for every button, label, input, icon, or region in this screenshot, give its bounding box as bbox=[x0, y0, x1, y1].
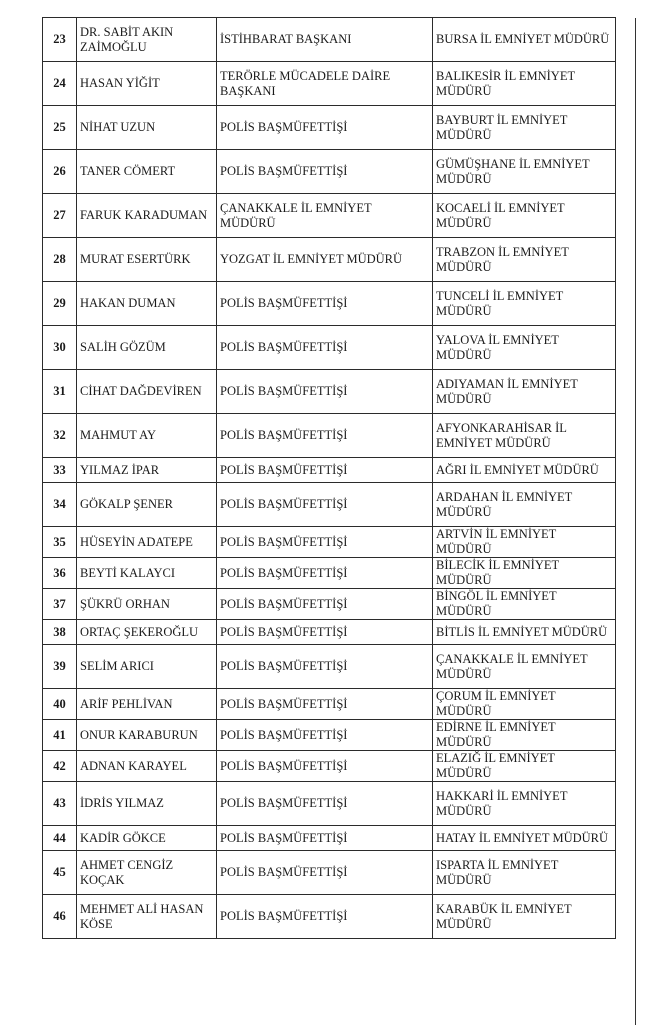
person-name: GÖKALP ŞENER bbox=[77, 483, 217, 527]
row-number: 36 bbox=[43, 558, 77, 589]
new-assignment: ARTVİN İL EMNİYET MÜDÜRÜ bbox=[433, 527, 616, 558]
row-number: 41 bbox=[43, 720, 77, 751]
person-name: DR. SABİT AKIN ZAİMOĞLU bbox=[77, 18, 217, 62]
previous-post: POLİS BAŞMÜFETTİŞİ bbox=[217, 689, 433, 720]
previous-post: POLİS BAŞMÜFETTİŞİ bbox=[217, 527, 433, 558]
row-number: 24 bbox=[43, 62, 77, 106]
previous-post: ÇANAKKALE İL EMNİYET MÜDÜRÜ bbox=[217, 194, 433, 238]
table-row bbox=[43, 414, 616, 458]
new-assignment: KARABÜK İL EMNİYET MÜDÜRÜ bbox=[433, 895, 616, 939]
person-name: ONUR KARABURUN bbox=[77, 720, 217, 751]
row-number: 23 bbox=[43, 18, 77, 62]
previous-post: POLİS BAŞMÜFETTİŞİ bbox=[217, 458, 433, 483]
person-name: FARUK KARADUMAN bbox=[77, 194, 217, 238]
table-row bbox=[43, 194, 616, 238]
row-number: 39 bbox=[43, 645, 77, 689]
person-name: SALİH GÖZÜM bbox=[77, 326, 217, 370]
previous-post: POLİS BAŞMÜFETTİŞİ bbox=[217, 106, 433, 150]
previous-post: POLİS BAŞMÜFETTİŞİ bbox=[217, 720, 433, 751]
person-name: SELİM ARICI bbox=[77, 645, 217, 689]
row-number: 38 bbox=[43, 620, 77, 645]
row-number: 35 bbox=[43, 527, 77, 558]
table-row bbox=[43, 826, 616, 851]
person-name: TANER CÖMERT bbox=[77, 150, 217, 194]
person-name: MAHMUT AY bbox=[77, 414, 217, 458]
table-row bbox=[43, 458, 616, 483]
table-row bbox=[43, 370, 616, 414]
new-assignment: ÇORUM İL EMNİYET MÜDÜRÜ bbox=[433, 689, 616, 720]
person-name: YILMAZ İPAR bbox=[77, 458, 217, 483]
table-row bbox=[43, 282, 616, 326]
table-row bbox=[43, 238, 616, 282]
new-assignment: ELAZIĞ İL EMNİYET MÜDÜRÜ bbox=[433, 751, 616, 782]
previous-post: POLİS BAŞMÜFETTİŞİ bbox=[217, 645, 433, 689]
table-row bbox=[43, 18, 616, 62]
previous-post: POLİS BAŞMÜFETTİŞİ bbox=[217, 558, 433, 589]
previous-post: TERÖRLE MÜCADELE DAİRE BAŞKANI bbox=[217, 62, 433, 106]
row-number: 29 bbox=[43, 282, 77, 326]
person-name: HÜSEYİN ADATEPE bbox=[77, 527, 217, 558]
table-row bbox=[43, 62, 616, 106]
person-name: BEYTİ KALAYCI bbox=[77, 558, 217, 589]
previous-post: POLİS BAŞMÜFETTİŞİ bbox=[217, 895, 433, 939]
table-row bbox=[43, 782, 616, 826]
person-name: ARİF PEHLİVAN bbox=[77, 689, 217, 720]
previous-post: POLİS BAŞMÜFETTİŞİ bbox=[217, 326, 433, 370]
person-name: MURAT ESERTÜRK bbox=[77, 238, 217, 282]
new-assignment: TRABZON İL EMNİYET MÜDÜRÜ bbox=[433, 238, 616, 282]
new-assignment: BAYBURT İL EMNİYET MÜDÜRÜ bbox=[433, 106, 616, 150]
new-assignment: BALIKESİR İL EMNİYET MÜDÜRÜ bbox=[433, 62, 616, 106]
row-number: 44 bbox=[43, 826, 77, 851]
row-number: 25 bbox=[43, 106, 77, 150]
new-assignment: BİTLİS İL EMNİYET MÜDÜRÜ bbox=[433, 620, 616, 645]
person-name: HASAN YİĞİT bbox=[77, 62, 217, 106]
previous-post: İSTİHBARAT BAŞKANI bbox=[217, 18, 433, 62]
row-number: 45 bbox=[43, 851, 77, 895]
row-number: 42 bbox=[43, 751, 77, 782]
new-assignment: EDİRNE İL EMNİYET MÜDÜRÜ bbox=[433, 720, 616, 751]
person-name: NİHAT UZUN bbox=[77, 106, 217, 150]
new-assignment: HATAY İL EMNİYET MÜDÜRÜ bbox=[433, 826, 616, 851]
row-number: 30 bbox=[43, 326, 77, 370]
table-row bbox=[43, 527, 616, 558]
row-number: 43 bbox=[43, 782, 77, 826]
new-assignment: TUNCELİ İL EMNİYET MÜDÜRÜ bbox=[433, 282, 616, 326]
table-row bbox=[43, 150, 616, 194]
previous-post: POLİS BAŞMÜFETTİŞİ bbox=[217, 782, 433, 826]
row-number: 34 bbox=[43, 483, 77, 527]
new-assignment: GÜMÜŞHANE İL EMNİYET MÜDÜRÜ bbox=[433, 150, 616, 194]
new-assignment: ARDAHAN İL EMNİYET MÜDÜRÜ bbox=[433, 483, 616, 527]
new-assignment: BİLECİK İL EMNİYET MÜDÜRÜ bbox=[433, 558, 616, 589]
person-name: ADNAN KARAYEL bbox=[77, 751, 217, 782]
row-number: 28 bbox=[43, 238, 77, 282]
table-row bbox=[43, 326, 616, 370]
previous-post: POLİS BAŞMÜFETTİŞİ bbox=[217, 620, 433, 645]
table-row bbox=[43, 689, 616, 720]
row-number: 40 bbox=[43, 689, 77, 720]
previous-post: POLİS BAŞMÜFETTİŞİ bbox=[217, 483, 433, 527]
new-assignment: ISPARTA İL EMNİYET MÜDÜRÜ bbox=[433, 851, 616, 895]
previous-post: POLİS BAŞMÜFETTİŞİ bbox=[217, 282, 433, 326]
table-row bbox=[43, 483, 616, 527]
person-name: HAKAN DUMAN bbox=[77, 282, 217, 326]
row-number: 31 bbox=[43, 370, 77, 414]
appointment-table bbox=[42, 17, 616, 939]
previous-post: POLİS BAŞMÜFETTİŞİ bbox=[217, 414, 433, 458]
new-assignment: HAKKARİ İL EMNİYET MÜDÜRÜ bbox=[433, 782, 616, 826]
person-name: KADİR GÖKCE bbox=[77, 826, 217, 851]
previous-post: POLİS BAŞMÜFETTİŞİ bbox=[217, 826, 433, 851]
new-assignment: ADIYAMAN İL EMNİYET MÜDÜRÜ bbox=[433, 370, 616, 414]
table-row bbox=[43, 751, 616, 782]
new-assignment: YALOVA İL EMNİYET MÜDÜRÜ bbox=[433, 326, 616, 370]
person-name: İDRİS YILMAZ bbox=[77, 782, 217, 826]
person-name: ORTAÇ ŞEKEROĞLU bbox=[77, 620, 217, 645]
person-name: CİHAT DAĞDEVİREN bbox=[77, 370, 217, 414]
table-row bbox=[43, 106, 616, 150]
table-row bbox=[43, 720, 616, 751]
row-number: 32 bbox=[43, 414, 77, 458]
table-row bbox=[43, 851, 616, 895]
previous-post: POLİS BAŞMÜFETTİŞİ bbox=[217, 589, 433, 620]
page-edge-divider bbox=[635, 18, 636, 1025]
previous-post: POLİS BAŞMÜFETTİŞİ bbox=[217, 851, 433, 895]
person-name: AHMET CENGİZ KOÇAK bbox=[77, 851, 217, 895]
table-row bbox=[43, 645, 616, 689]
new-assignment: BİNGÖL İL EMNİYET MÜDÜRÜ bbox=[433, 589, 616, 620]
new-assignment: AFYONKARAHİSAR İL EMNİYET MÜDÜRÜ bbox=[433, 414, 616, 458]
row-number: 27 bbox=[43, 194, 77, 238]
table-row bbox=[43, 589, 616, 620]
new-assignment: BURSA İL EMNİYET MÜDÜRÜ bbox=[433, 18, 616, 62]
previous-post: POLİS BAŞMÜFETTİŞİ bbox=[217, 751, 433, 782]
row-number: 33 bbox=[43, 458, 77, 483]
table-row bbox=[43, 620, 616, 645]
table-row bbox=[43, 895, 616, 939]
table-row bbox=[43, 558, 616, 589]
previous-post: POLİS BAŞMÜFETTİŞİ bbox=[217, 150, 433, 194]
row-number: 46 bbox=[43, 895, 77, 939]
person-name: MEHMET ALİ HASAN KÖSE bbox=[77, 895, 217, 939]
row-number: 37 bbox=[43, 589, 77, 620]
row-number: 26 bbox=[43, 150, 77, 194]
appointment-table-body bbox=[43, 18, 616, 939]
person-name: ŞÜKRÜ ORHAN bbox=[77, 589, 217, 620]
previous-post: POLİS BAŞMÜFETTİŞİ bbox=[217, 370, 433, 414]
new-assignment: AĞRI İL EMNİYET MÜDÜRÜ bbox=[433, 458, 616, 483]
previous-post: YOZGAT İL EMNİYET MÜDÜRÜ bbox=[217, 238, 433, 282]
new-assignment: ÇANAKKALE İL EMNİYET MÜDÜRÜ bbox=[433, 645, 616, 689]
new-assignment: KOCAELİ İL EMNİYET MÜDÜRÜ bbox=[433, 194, 616, 238]
